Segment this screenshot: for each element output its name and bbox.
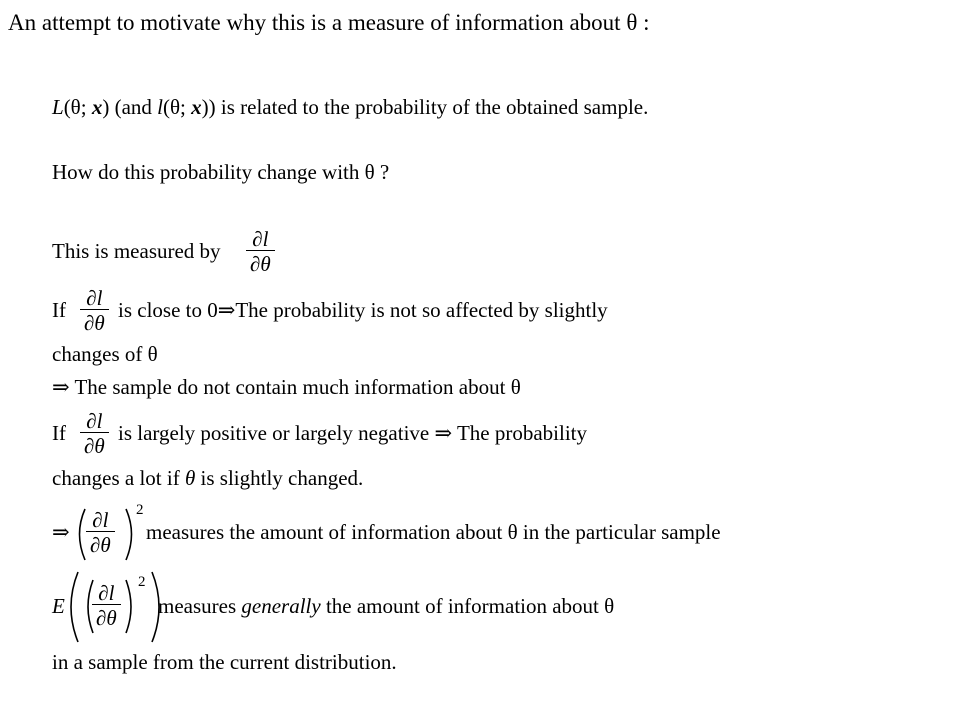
no-information-line: ⇒ The sample do not contain much information about θ <box>52 375 521 399</box>
log-likelihood-symbol: l <box>157 95 163 119</box>
exponent-2: 2 <box>138 574 146 590</box>
changes-of-theta-line: changes of θ <box>52 342 158 366</box>
likelihood-symbol: L <box>52 95 64 119</box>
implies-arrow: ⇒ <box>52 520 70 544</box>
derivative-fraction-4: $\frac{\partial l}{\partial\theta}$ <box>86 510 115 556</box>
distribution-line: in a sample from the current distribution. <box>52 650 397 674</box>
changes-a-lot-line: changes a lot if θ is slightly changed. <box>52 466 364 490</box>
derivative-fraction-2: $\frac{\partial l}{\partial\theta}$ <box>80 288 109 334</box>
if-label-1: If <box>52 298 66 322</box>
emphasis-generally: generally <box>241 594 321 618</box>
expectation-symbol: E <box>52 594 65 618</box>
implies-arrow: ⇒ <box>434 421 453 445</box>
derivative-fraction-1: $\frac{\partial l}{\partial\theta}$ <box>246 229 275 275</box>
derivative-fraction-5: $\frac{\partial l}{\partial\theta}$ <box>92 583 121 629</box>
implies-arrow: ⇒ <box>217 298 236 322</box>
if-label-2: If <box>52 421 66 445</box>
slide-title: An attempt to motivate why this is a measure of information about θ : <box>8 10 650 35</box>
exponent-2: 2 <box>136 502 144 518</box>
close-to-zero-line: is close to 0⇒The probability is not so affected by slightly <box>118 298 608 322</box>
derivative-fraction-3: $\frac{\partial l}{\partial\theta}$ <box>80 411 109 457</box>
likelihood-line: L(θ; x) (and l(θ; x)) is related to the probability of the obtained sample. <box>52 95 649 119</box>
measured-by-line: This is measured by <box>52 239 221 263</box>
question-line: How do this probability change with θ ? <box>52 160 390 184</box>
implies-arrow: ⇒ <box>52 375 70 399</box>
generally-line: measures generally the amount of information about θ <box>158 594 615 618</box>
particular-sample-line: measures the amount of information about θ in the particular sample <box>146 520 721 544</box>
largely-line: is largely positive or largely negative ⇒ The probability <box>118 421 588 445</box>
